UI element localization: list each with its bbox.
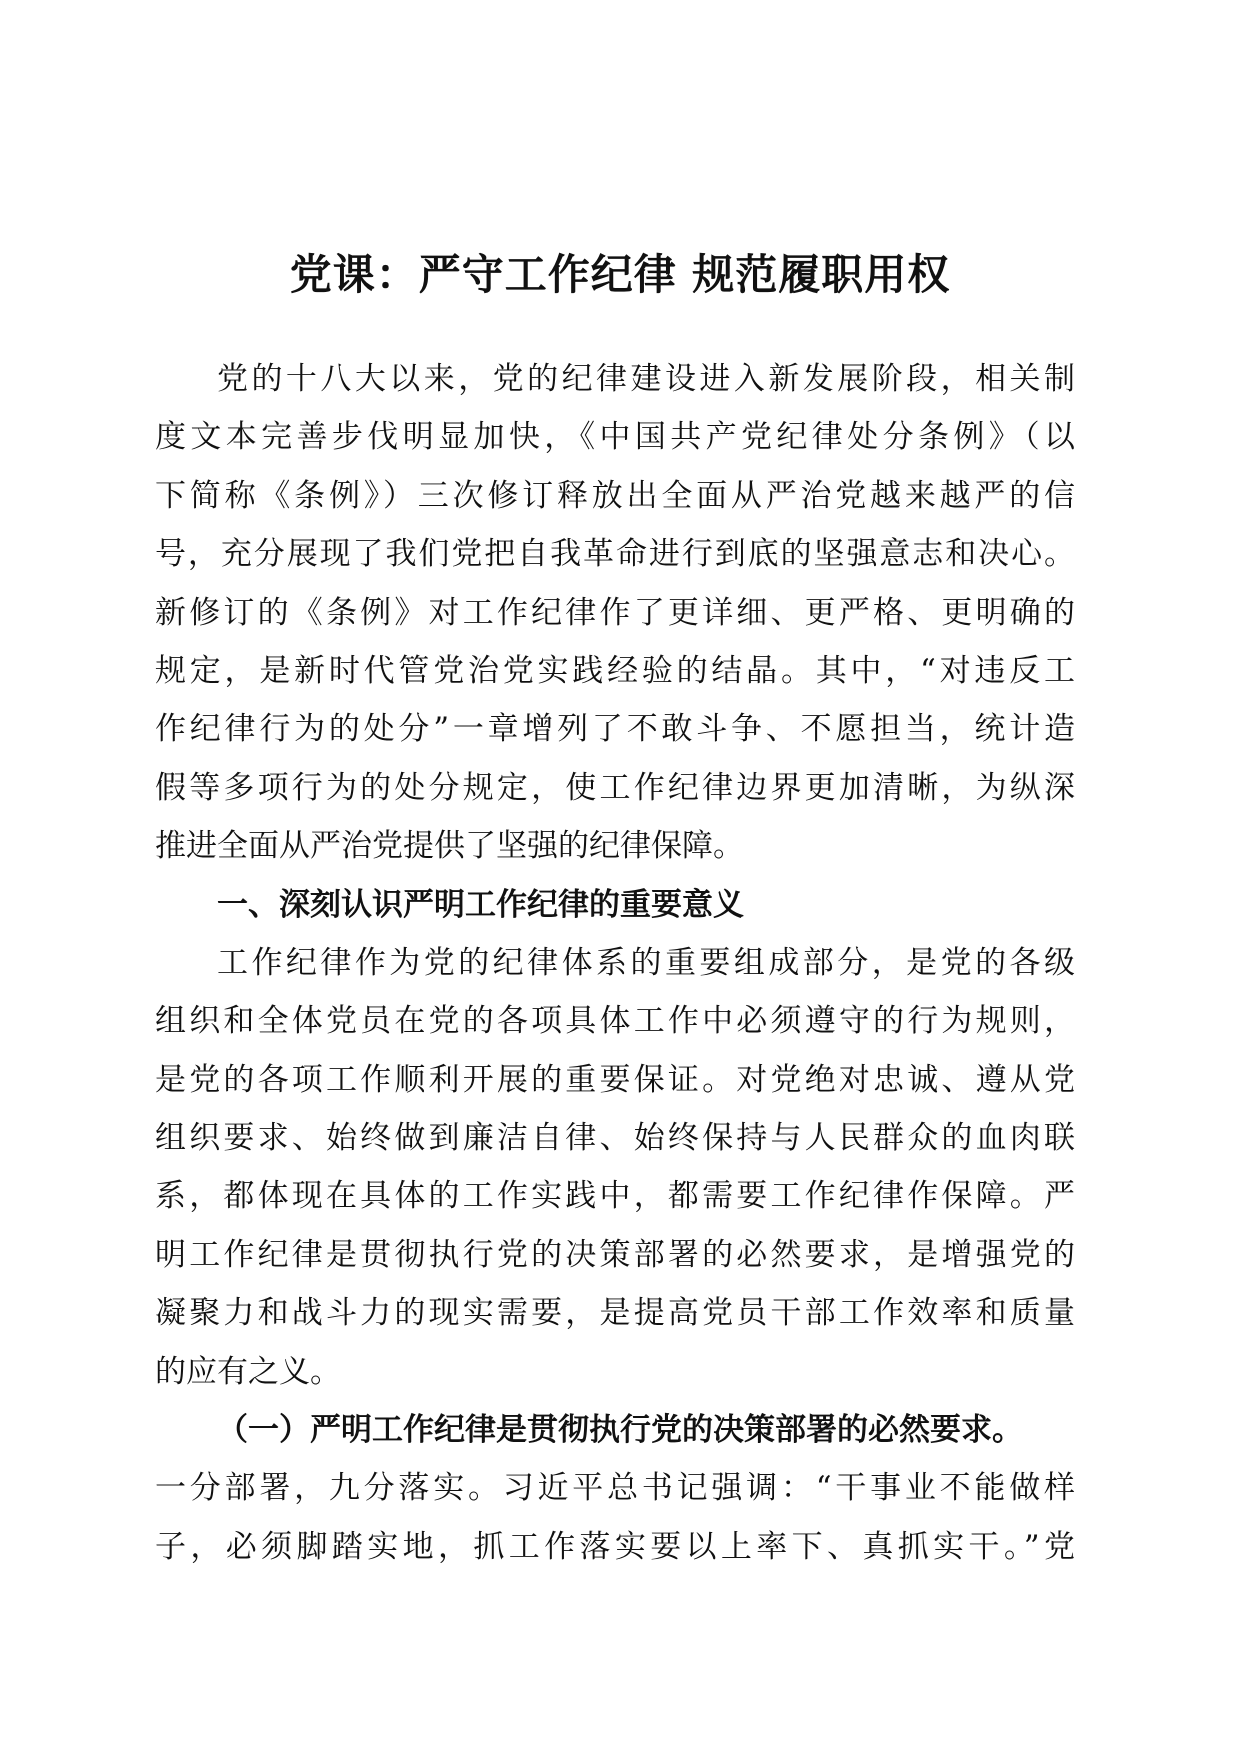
paragraph-line: 下简称《条例》）三次修订释放出全面从严治党越来越严的信 — [155, 477, 1075, 514]
document-body — [155, 350, 1075, 1576]
paragraph-line: 是党的各项工作顺利开展的重要保证。对党绝对忠诚、遵从党 — [155, 1061, 1075, 1098]
paragraph-line: 凝聚力和战斗力的现实需要，是提高党员干部工作效率和质量 — [155, 1295, 1075, 1332]
paragraph-line: 子，必须脚踏实地，抓工作落实要以上率下、真抓实干。”党 — [155, 1528, 1075, 1565]
paragraph-line: 组织和全体党员在党的各项具体工作中必须遵守的行为规则， — [155, 1003, 1075, 1040]
paragraph-line: 规定，是新时代管党治党实践经验的结晶。其中，“对违反工 — [155, 652, 1075, 689]
paragraph-line: 一分部署，九分落实。习近平总书记强调：“干事业不能做样 — [155, 1470, 1075, 1507]
document-title: 党课：严守工作纪律 规范履职用权 — [289, 250, 951, 299]
subsection-heading: （一）严明工作纪律是贯彻执行党的决策部署的必然要求。 — [217, 1412, 1023, 1449]
paragraph-line: 度文本完善步伐明显加快，《中国共产党纪律处分条例》（以 — [155, 419, 1075, 456]
paragraph-line: 系，都体现在具体的工作实践中，都需要工作纪律作保障。严 — [155, 1178, 1075, 1215]
paragraph-line: 工作纪律作为党的纪律体系的重要组成部分，是党的各级 — [217, 944, 1075, 981]
paragraph-line: 假等多项行为的处分规定，使工作纪律边界更加清晰，为纵深 — [155, 769, 1075, 806]
paragraph-line: 组织要求、始终做到廉洁自律、始终保持与人民群众的血肉联 — [155, 1120, 1075, 1157]
paragraph-line: 新修订的《条例》对工作纪律作了更详细、更严格、更明确的 — [155, 594, 1075, 631]
paragraph-line: 推进全面从严治党提供了坚强的纪律保障。 — [155, 828, 744, 865]
paragraph-line: 明工作纪律是贯彻执行党的决策部署的必然要求，是增强党的 — [155, 1236, 1075, 1273]
paragraph-line: 作纪律行为的处分”一章增列了不敢斗争、不愿担当，统计造 — [155, 711, 1075, 748]
paragraph-line: 党的十八大以来，党的纪律建设进入新发展阶段，相关制 — [217, 361, 1075, 397]
paragraph-line: 的应有之义。 — [155, 1353, 341, 1390]
paragraph-line: 号，充分展现了我们党把自我革命进行到底的坚强意志和决心。 — [155, 536, 1075, 573]
section-heading: 一、深刻认识严明工作纪律的重要意义 — [217, 886, 744, 923]
